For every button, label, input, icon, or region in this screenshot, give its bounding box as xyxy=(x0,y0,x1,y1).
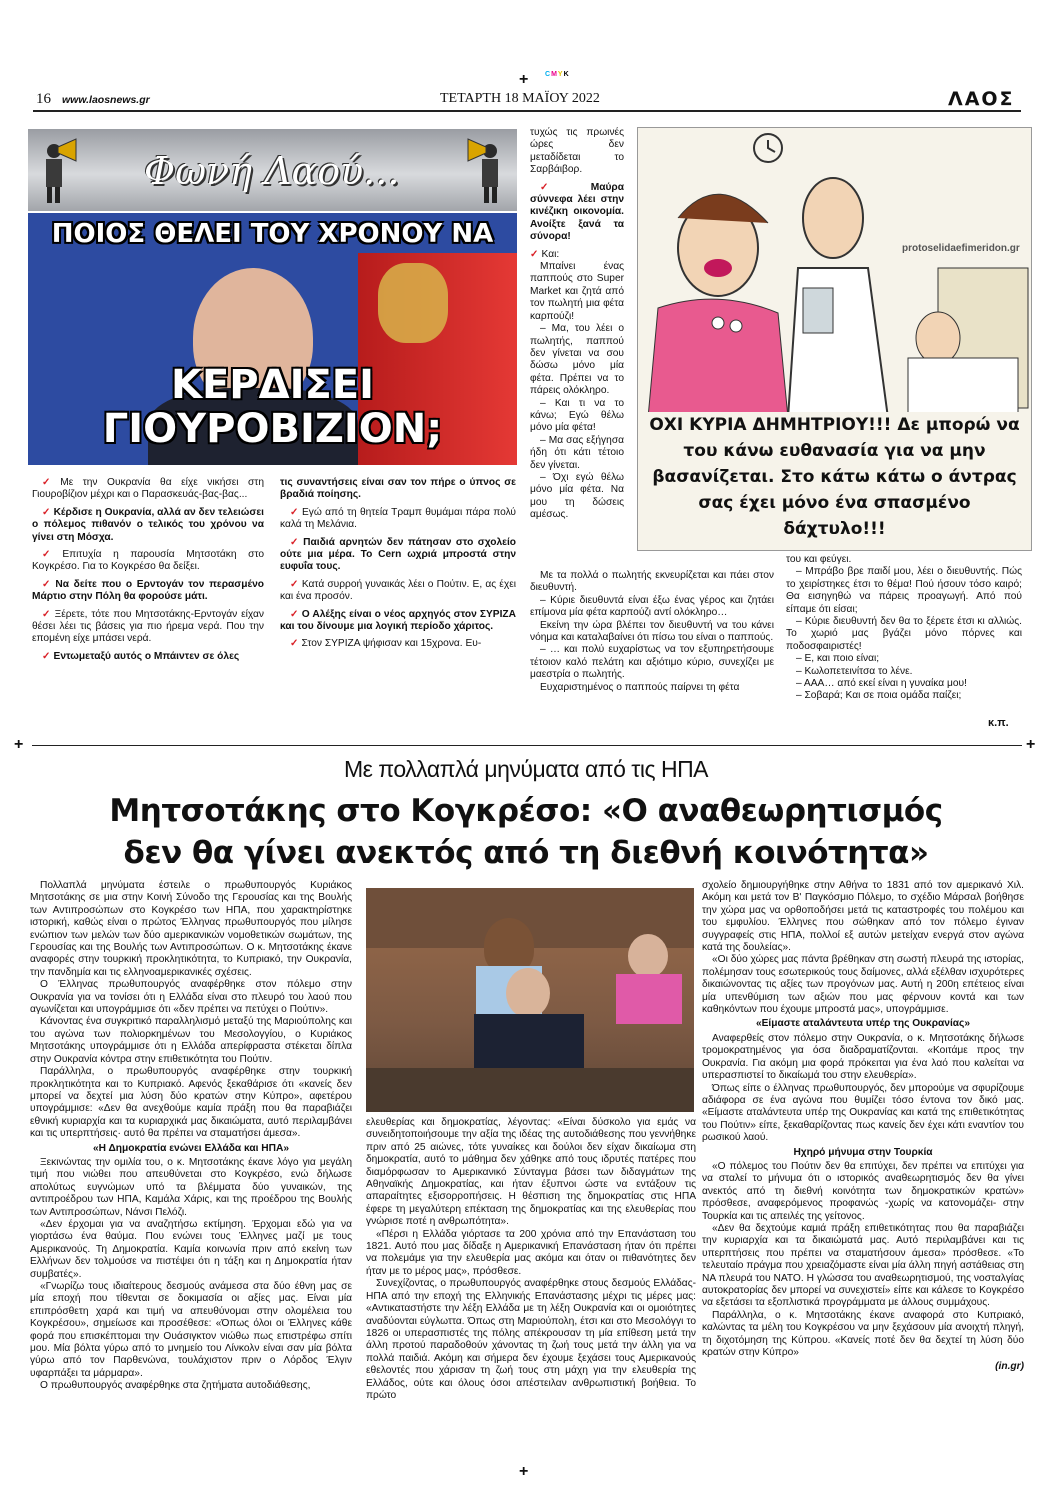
article-paragraph: Παράλληλα, ο κ. Μητσοτάκης έκανε αναφορά στο Κυπριακό, καλώντας τα μέλη του Κογκρέσου να μην ξεχάσουν μία ανοιχτή πληγή, τη διχοτόμηση της Κύπρου. «Κανείς ποτέ δεν θα δεχτεί τη λύση δύο κρατών στην Κύπρο» xyxy=(702,1309,1024,1359)
article-paragraph: «Οι δύο χώρες μας πάντα βρέθηκαν στη σωστή πλευρά της ιστορίας, πολέμησαν τους εσωτερικούς τους δαίμονες, αλλά εξέλθαν ισχυρότερες δικαιώνοντας τις αξίες των προγόνων μας. Αυτή η 200η επέτειος είναι μία υπενθύμιση των αξιών που μας φέρνουν κοντά και των καθηκόντων που έχουμε μπροστά μας», υπογράμμισε. xyxy=(702,954,1024,1016)
check-icon: ✓ xyxy=(540,181,588,193)
column-paragraph: τυχώς τις πρωινές ώρες δεν μεταδίδεται το Σαρβάιβορ. xyxy=(530,127,624,176)
article-paragraph: Ο Έλληνας πρωθυπουργός αναφέρθηκε στον πόλεμο στην Ουκρανία για να τονίσει ότι η Ελλάδα είναι στο πλευρό του λαού που αγωνίζεται και υπογράμμισε ότι «δεν πρέπει να πετύχει ο Πούτιν». xyxy=(30,979,352,1016)
column-paragraph: Εγώ από τη θητεία Τραμπ θυμάμαι πάρα πολύ καλά τη Μελάνια. xyxy=(280,506,517,531)
column-paragraph: Ξέρετε, τότε που Μητσοτάκης-Ερντογάν είχαν θέσει λέει τις βάσεις για πιο ήρεμα νερά. Που την επομένη είχε μπάσει νερά. xyxy=(32,608,264,645)
column-paragraph: Επιτυχία η παρουσία Μητσοτάκη στο Κογκρέσο. Για το Κογκρέσο θα δείξει. xyxy=(32,549,264,573)
article-subheading: «Είμαστε αταλάντευτα υπέρ της Ουκρανίας» xyxy=(755,1018,971,1030)
article-source: (in.gr) xyxy=(995,1361,1024,1373)
column-signature: κ.π. xyxy=(988,717,1009,729)
column-paragraph: – Κύριε διευθυντά είναι έξω ένας γέρος και ζητάει επίμονα μία φέτα καρπούζι αντί ολόκληρο… xyxy=(530,594,774,619)
article-subheading: «Η Δημοκρατία ενώνει Ελλάδα και ΗΠΑ» xyxy=(93,1142,289,1154)
article-paragraph: Κάνοντας ένα συγκριτικό παραλληλισμό μεταξύ της Μαριούπολης και του αγώνα των πολιορκημένων του Μεσολογγίου, ο Κυριάκος Μητσοτάκης υπογράμμισε ότι η Ελλάδα απερίφραστα στέκεται δίπλα στην Ουκρανία κόντρα στην επιθετικότητα του Πούτιν. xyxy=(30,1016,352,1065)
check-icon: ✓ xyxy=(42,477,58,488)
emblem-shape xyxy=(378,263,448,343)
page-number: 16 xyxy=(36,91,51,107)
header-rule xyxy=(33,110,1021,112)
column-paragraph: Μαύρα σύννεφα λέει στην κινέζικη οικονομία. Ανοίξτε ξανά τα σύνορα! xyxy=(530,181,624,243)
article-paragraph: Πολλαπλά μηνύματα έστειλε ο πρωθυπουργός Κυριάκος Μητσοτάκης σε μια στην Κοινή Σύνοδο της Γερουσίας και της Βουλής των Αντιπροσώπων στο Κογκρέσο των ΗΠΑ, που χαρακτηρίστηκε ιστορική, καθώς είναι ο πρώτος Έλληνας πρωθυπουργός που μίλησε ενώπιον των μελών των δύο αμερικανικών νομοθετικών σωμάτων, της Γερουσίας και της Βουλής των Αντιπροσώπων. Ο κ. Μητσοτάκης έκανε αναφορές στην τουρκική προκλητικότητα, το Κυπριακό, την Ουκρανία, την πανδημία και τις ελληνοαμερικανικές σχέσεις. xyxy=(30,880,352,978)
check-icon: ✓ xyxy=(290,578,299,590)
column-text-col3-wide xyxy=(530,570,774,694)
column-paragraph: του και φεύγει. xyxy=(786,554,852,565)
column-text-col2 xyxy=(280,477,516,656)
column-paragraph: Κέρδισε η Ουκρανία, αλλά αν δεν τελειώσει ο πόλεμος πιθανόν ο τελικός του χρόνου να γίνει στη Μόσχα. xyxy=(32,506,264,543)
column-paragraph: – Κύριε διευθυντή δεν θα το ξέρετε έτσι κι αλλιώς. Το χωριό μας βγάζει μόνο πόρνες και ποδοσφαιριστές! xyxy=(786,616,1022,652)
column-paragraph: – Κωλοπετεινίτσα το λένε. xyxy=(796,665,913,677)
article-headline-line-2: δεν θα γίνει ανεκτός από τη διεθνή κοινότητα» xyxy=(123,835,929,871)
column-paragraph: – Και τι να το κάνω; Εγώ θέλω μόνο μία φέτα! xyxy=(530,397,624,434)
article-paragraph: «Δεν θα δεχτούμε καμιά πράξη επιθετικότητας που θα παραβιάζει την κυριαρχία και τα δικαιώματά μας. Αυτό περιλαμβάνει και τις υπερπτήσεις που πρέπει να σταματήσουν άμεσα» πρόσθεσε. «Το τελευταίο πράγμα που χρειαζόμαστε είναι μία άλλη πηγή αστάθειας στη ΝΑ πλευρά του ΝΑΤΟ. Η γλώσσα του αναθεωρητισμού, της νοσταλγίας αυτοκρατορίας δεν μπορεί να συνεχιστεί» είπε και κάλεσε το Κογκρέσο να εξετάσει τα εξοπλιστικά προγράμματα με άλλους συμμάχους. xyxy=(702,1222,1024,1309)
article-col3 xyxy=(702,880,1024,1374)
cartoon-caption: ΟΧΙ ΚΥΡΙΑ ΔΗΜΗΤΡΙΟΥ!!! Δε μπορώ να του κάνω ευθανασία για να μην βασανίζεται. Στο κάτω κάτω ο άντρας σας έχει μόνο ένα σπασμένο δάχτυλο!!! xyxy=(638,412,1031,550)
column-paragraph: – ΑΑΑ… από εκεί είναι η γυναίκα μου! xyxy=(796,678,967,690)
article-headline xyxy=(0,790,1052,874)
check-icon: ✓ xyxy=(290,536,301,548)
column-paragraph: – Μα, του λέει ο πωλητής, παππού δεν γίνεται να σου δώσω μόνο μία φέτα. Πρέπει να το πάρεις ολόκληρο. xyxy=(530,323,624,397)
column-paragraph: Εκείνη την ώρα βλέπει τον διευθυντή να του κάνει νόημα και καταλαβαίνει ότι πίσω του είναι ο παππούς. xyxy=(530,619,774,644)
check-icon: ✓ xyxy=(290,506,299,518)
article-paragraph: «Ο πόλεμος του Πούτιν δεν θα επιτύχει, δεν πρέπει να επιτύχει για να σταλεί το μήνυμα ότι ο ιστορικός αναθεωρητισμός δεν θα γίνει ανεκτός από τη διεθνή κοινότητα των δημοκρατικών κρατών» πρόσθεσε, αναφερόμενος προφανώς -χωρίς να κατονομάζει- στην Τουρκία και τις απειλές της γείτονος. xyxy=(702,1160,1024,1222)
article-paragraph: Συνεχίζοντας, ο πρωθυπουργός αναφέρθηκε στους δεσμούς Ελλάδας-ΗΠΑ από την εποχή της Ελληνικής Επανάστασης μέχρι τις μέρες μας: «Αντικαταστήστε την λέξη Ελλάδα με τη λέξη Ουκρανία και οι ομοιότητες αναδύονται εύγλωττα. Όπως στη Μαριούπολη, έτσι και στο Μεσολόγγι το 1826 οι υπερασπιστές της πόλης απέκρουσαν τη μία επίθεση μετά την άλλη προτού παραδοθούν χάνοντας τη ζωή τους μετά την άλλη για να πολλά παιδιά. Ακόμη και σήμερα δεν έχουμε ξεχάσει τους Αμερικανούς εθελοντές που χάρισαν τη ζωή τους στη μάχη για την ελευθερία της Ελλάδος, ούτε και όλους όσοι απέστειλαν ανθρωπιστική βοήθεια. Το πρώτο xyxy=(366,1278,696,1401)
megaphone-figure-left-icon xyxy=(38,137,78,205)
check-icon: ✓ xyxy=(530,248,539,260)
check-icon: ✓ xyxy=(42,608,52,620)
cartoon-image xyxy=(637,127,1032,551)
column-text-col1 xyxy=(32,477,264,668)
column-paragraph: – Σοβαρά; Και σε ποια ομάδα παίζει; xyxy=(796,690,962,702)
check-icon: ✓ xyxy=(42,506,51,518)
article-headline-line-1: Μητσοτάκης στο Κογκρέσο: «Ο αναθεωρητισμός xyxy=(109,793,943,829)
column-paragraph: – Μπράβο βρε παιδί μου, λέει ο διευθυντής. Πώς το χειρίστηκες έτσι το θέμα! Πού ήσουν τόσο καιρό; Θα εισηγηθώ να πάρεις προαγωγή. Από πού είπαμε ότι είσαι; xyxy=(786,566,1022,615)
section-divider xyxy=(32,745,1022,746)
article-photo xyxy=(366,888,694,1112)
article-paragraph: Όπως είπε ο έλληνας πρωθυπουργός, δεν μπορούμε να σφυρίζουμε αδιάφορα σε ένα αγώνα που θυμίζει τόσο έντονα τον δικό μας. «Είμαστε αταλάντευτα υπέρ της Ουκρανίας και κατά της επιθετικότητας του Πούτιν» είπε, ξεκαθαρίζοντας πως κανείς δεν έχει κάτι εναντίον του ρωσικού λαού. xyxy=(702,1082,1024,1144)
column-paragraph: Και: xyxy=(541,248,560,260)
article-paragraph: Παράλληλα, ο πρωθυπουργός αναφέρθηκε στην τουρκική προκλητικότητα και το Κυπριακό. Αφενός ξεκαθάρισε ότι «κανείς δεν μπορεί να δεχτεί μια λύση δύο κρατών στην Κύπρο», αφετέρου υπογράμμισε: «Δεν θα ανεχθούμε καμία πράξη που θα παραβιάζει εθνική κυριαρχία και τα κυριαρχικά μας δικαιώματα, αυτό περιλαμβάνει και τις υπερπτήσεις· αυτό θα πρέπει να σταματήσει άμεσα». xyxy=(30,1066,352,1140)
column-paragraph: – Όχι εγώ θέλω μόνο μία φέτα. Να μου τη δώσεις αμέσως. xyxy=(530,471,624,521)
crop-mark-icon: + xyxy=(1026,736,1036,753)
cartoon-watermark: protoselidaefimeridon.gr xyxy=(902,243,1020,254)
column-text-col3 xyxy=(530,127,624,522)
check-icon: ✓ xyxy=(42,549,60,561)
article-paragraph: «Γνωρίζω τους ιδιαίτερους δεσμούς ανάμεσα στα δύο έθνη μας σε μία εποχή που τίθενται σε δοκιμασία οι αξίες μας. Είναι μία επιπρόσθετη χαρά και τιμή να απευθύνομαι στην ολομέλεια του Κογκρέσου», σημείωσε και προσέθεσε: «Όπως όλοι οι Έλληνες κάθε φορά που επισκέπτομαι την Ουάσιγκτον νιώθω πως επιστρέφω σπίτι μου. Μία βόλτα γύρω από το μνημείο του Λίνκολν είναι σαν μία βόλτα γύρω από τον Παρθενώνα, τουλάχιστον πριν ο Λόρδος Έλγιν υφαρπάξει τα μάρμαρα». xyxy=(30,1281,352,1379)
crop-mark-icon: + xyxy=(519,1463,529,1480)
column-paragraph: Με την Ουκρανία θα είχε νικήσει στη Γιουροβίζιον μέχρι και ο Παρασκευάς-βας-βας... xyxy=(32,477,264,501)
column-text-col4 xyxy=(786,554,1022,703)
column-paragraph: Ο Αλέξης είναι ο νέος αρχηγός στον ΣΥΡΙΖΑ και του δίνουμε μια λογική περίοδο χάριτος. xyxy=(280,608,516,633)
check-icon: ✓ xyxy=(42,578,53,590)
photo-headline-line-2: ΓΙΟΥΡΟΒΙΖΙΟΝ; xyxy=(102,406,443,452)
article-paragraph: ελευθερίας και δημοκρατίας, λέγοντας: «Είναι δύσκολο για εμάς να συνειδητοποιήσουμε την αξία της ιδέας της αυτοδιάθεσης που γεννήθηκε πριν από 25 αιώνες, τότε γυναίκες και δούλοι δεν είχαν δικαίωμα στη δημοκρατία, αυτό το μάθημα δεν χάθηκε από τους ιδρυτές πατέρες που διαμόρφωσαν το Αμερικανικό Σύνταγμα βάσει των διδαγμάτων της Αθηναϊκής Δημοκρατίας, και ήταν έξυπνοι ώστε να εντάξουν τις απαραίτητες εξισορροπήσεις. Η θέσπιση της δημοκρατίας στις ΗΠΑ έφερε τη μεγαλύτερη επέκταση της δημοκρατίας και της ελευθερίας που γνώρισε ποτέ η ανθρωπότητα». xyxy=(366,1117,696,1228)
column-paragraph: Μπαίνει ένας παππούς στο Super Market και ζητά από τον πωλητή μια φέτα καρπούζι! xyxy=(530,261,624,322)
article-kicker: Με πολλαπλά μηνύματα από τις ΗΠΑ xyxy=(343,756,709,782)
cartoon-drawing xyxy=(638,128,1031,418)
cmyk-marker: CMYK xyxy=(545,71,570,78)
column-paragraph: Στον ΣΥΡΙΖΑ ψήφισαν και 15χρονα. Ευ- xyxy=(301,638,482,650)
column-paragraph: – Μα σας εξήγησα ήδη ότι κάτι τέτοιο δεν γίνεται. xyxy=(530,434,624,471)
website-url[interactable]: www.laosnews.gr xyxy=(62,94,150,106)
column-paragraph: – Ε, και ποιο είναι; xyxy=(796,653,880,665)
article-paragraph: Ξεκινώντας την ομιλία του, ο κ. Μητσοτάκης έκανε λόγο για μεγάλη τιμή που νιώθει που απευθύνεται στο Κογκρέσο, ενώ δήλωσε απολύτως ευγνώμων υπό τα βλέμματα δύο γυναικών, της αντιπροέδρου των ΗΠΑ, Καμάλα Χάρις, και της προέδρου της Βουλής των Αντιπροσώπων, Νάνσι Πελόζι. xyxy=(30,1156,352,1218)
check-icon: ✓ xyxy=(42,650,51,662)
issue-date: ΤΕΤΑΡΤΗ 18 ΜΑΪΟΥ 2022 xyxy=(440,91,600,106)
column-title: Φωνή Λαού... xyxy=(144,149,400,193)
article-paragraph: σχολείο δημιουργήθηκε στην Αθήνα το 1831 από τον αμερικανό Χιλ. Ακόμη και μετά τον Β' Παγκόσμιο Πόλεμο, το σχέδιο Μάρσαλ βοήθησε την χώρα μας να ορθοποδήσει μετά τις καταστροφές του πολέμου και του εμφυλίου. Έλληνες που σώθηκαν από τον πόλεμο έγιναν συγγραφείς στις ΗΠΑ, πολλοί εξ αυτών μετείχαν ενεργά στον αγώνα κατά της δουλείας». xyxy=(702,880,1024,954)
column-paragraph: Με τα πολλά ο πωλητής εκνευρίζεται και πάει στον διευθυντή. xyxy=(530,570,774,594)
photo-headline-line-1: ΚΕΡΔΙΣΕΙ xyxy=(170,362,374,408)
column-paragraph: Ευχαριστημένος ο παππούς παίρνει τη φέτα xyxy=(540,681,740,693)
article-col2 xyxy=(366,1117,696,1402)
megaphone-figure-right-icon xyxy=(466,137,506,205)
article-paragraph: Ο πρωθυπουργός αναφέρθηκε στα ζητήματα αυτοδιάθεσης, xyxy=(40,1380,311,1392)
column-paragraph: Εντωμεταξύ αυτός ο Μπάιντεν σε όλες xyxy=(53,650,240,662)
photo-figure-right-body xyxy=(616,974,682,1024)
column-paragraph: Κατά συρροή γυναικάς λέει ο Πούτιν. Ε, ας έχει και ένα προσόν. xyxy=(280,578,516,603)
photo-podium xyxy=(366,1068,694,1112)
article-paragraph: Αναφερθείς στον πόλεμο στην Ουκρανία, ο κ. Μητσοτάκης δήλωσε τρομοκρατημένος για όσα διαδραματίζονται. «Κοιτάμε προς την Ουκρανία. Για ακόμη μια φορά πρόκειται για ένα λαό που καλείται να υπερασπιστεί το δικαίωμά του στην ελευθερία». xyxy=(702,1032,1024,1082)
photo-figure-right xyxy=(628,934,668,978)
photo-headline-top: ΠΟΙΟΣ ΘΕΛΕΙ ΤΟΥ ΧΡΟΝΟΥ ΝΑ xyxy=(51,219,494,249)
check-icon: ✓ xyxy=(290,608,299,620)
column-paragraph: Να δείτε που ο Ερντογάν τον περασμένο Μάρτιο στην Πόλη θα φορούσε μάτι. xyxy=(32,578,264,603)
crop-mark-icon: + xyxy=(14,736,24,753)
photo-speaker-head xyxy=(506,968,550,1018)
column-paragraph: – … και πολύ ευχαρίστως να τον εξυπηρετήσουμε τέτοιον καλό πελάτη και αξιότιμο κύριο, συνεχίζει με μαεστρία ο πωλητής. xyxy=(530,644,774,681)
article-col1 xyxy=(30,880,352,1393)
photo-headline-bottom xyxy=(28,363,517,451)
column-paragraph: Παιδιά αρνητών δεν πάτησαν στο σχολείο ούτε μια μέρα. Το Cern ωχριά μπροστά στην ευφυΐα τους. xyxy=(280,536,516,573)
article-paragraph: «Πέρσι η Ελλάδα γιόρτασε τα 200 χρόνια από την Επανάσταση του 1821. Αυτό που μας δίδαξε η Αμερικανική Επανάσταση ήταν ότι πρέπει να πολεμάμε για την ελευθερία μας ακόμα και όταν οι πιθανότητες δεν ήταν με το μέρος μας», πρόσθεσε. xyxy=(366,1228,696,1277)
article-paragraph: «Δεν έρχομαι για να αναζητήσω εκτίμηση. Έρχομαι εδώ για να γιορτάσω ένα θαύμα. Που ενώνει τους Έλληνες μαζί με τους Αμερικανούς. Τη Δημοκρατία. Καμία κοινωνία πριν από εκείνη των Ελλήνων δεν τολμούσε να πιστέψει ότι η τάξη και η Δημοκρατία ήταν συμβατές». xyxy=(30,1218,352,1280)
crop-mark-icon: + xyxy=(519,71,529,88)
article-subheading: Ηχηρό μήνυμα στην Τουρκία xyxy=(793,1146,933,1158)
check-icon: ✓ xyxy=(290,638,299,650)
column-title-banner xyxy=(28,129,517,211)
column-paragraph: τις συναντήσεις είναι σαν τον πήρε ο ύπνος σε βραδιά ποίησης. xyxy=(280,477,516,501)
putin-photo xyxy=(28,213,517,465)
newspaper-logo: ΛΑΟΣ xyxy=(948,88,1015,110)
